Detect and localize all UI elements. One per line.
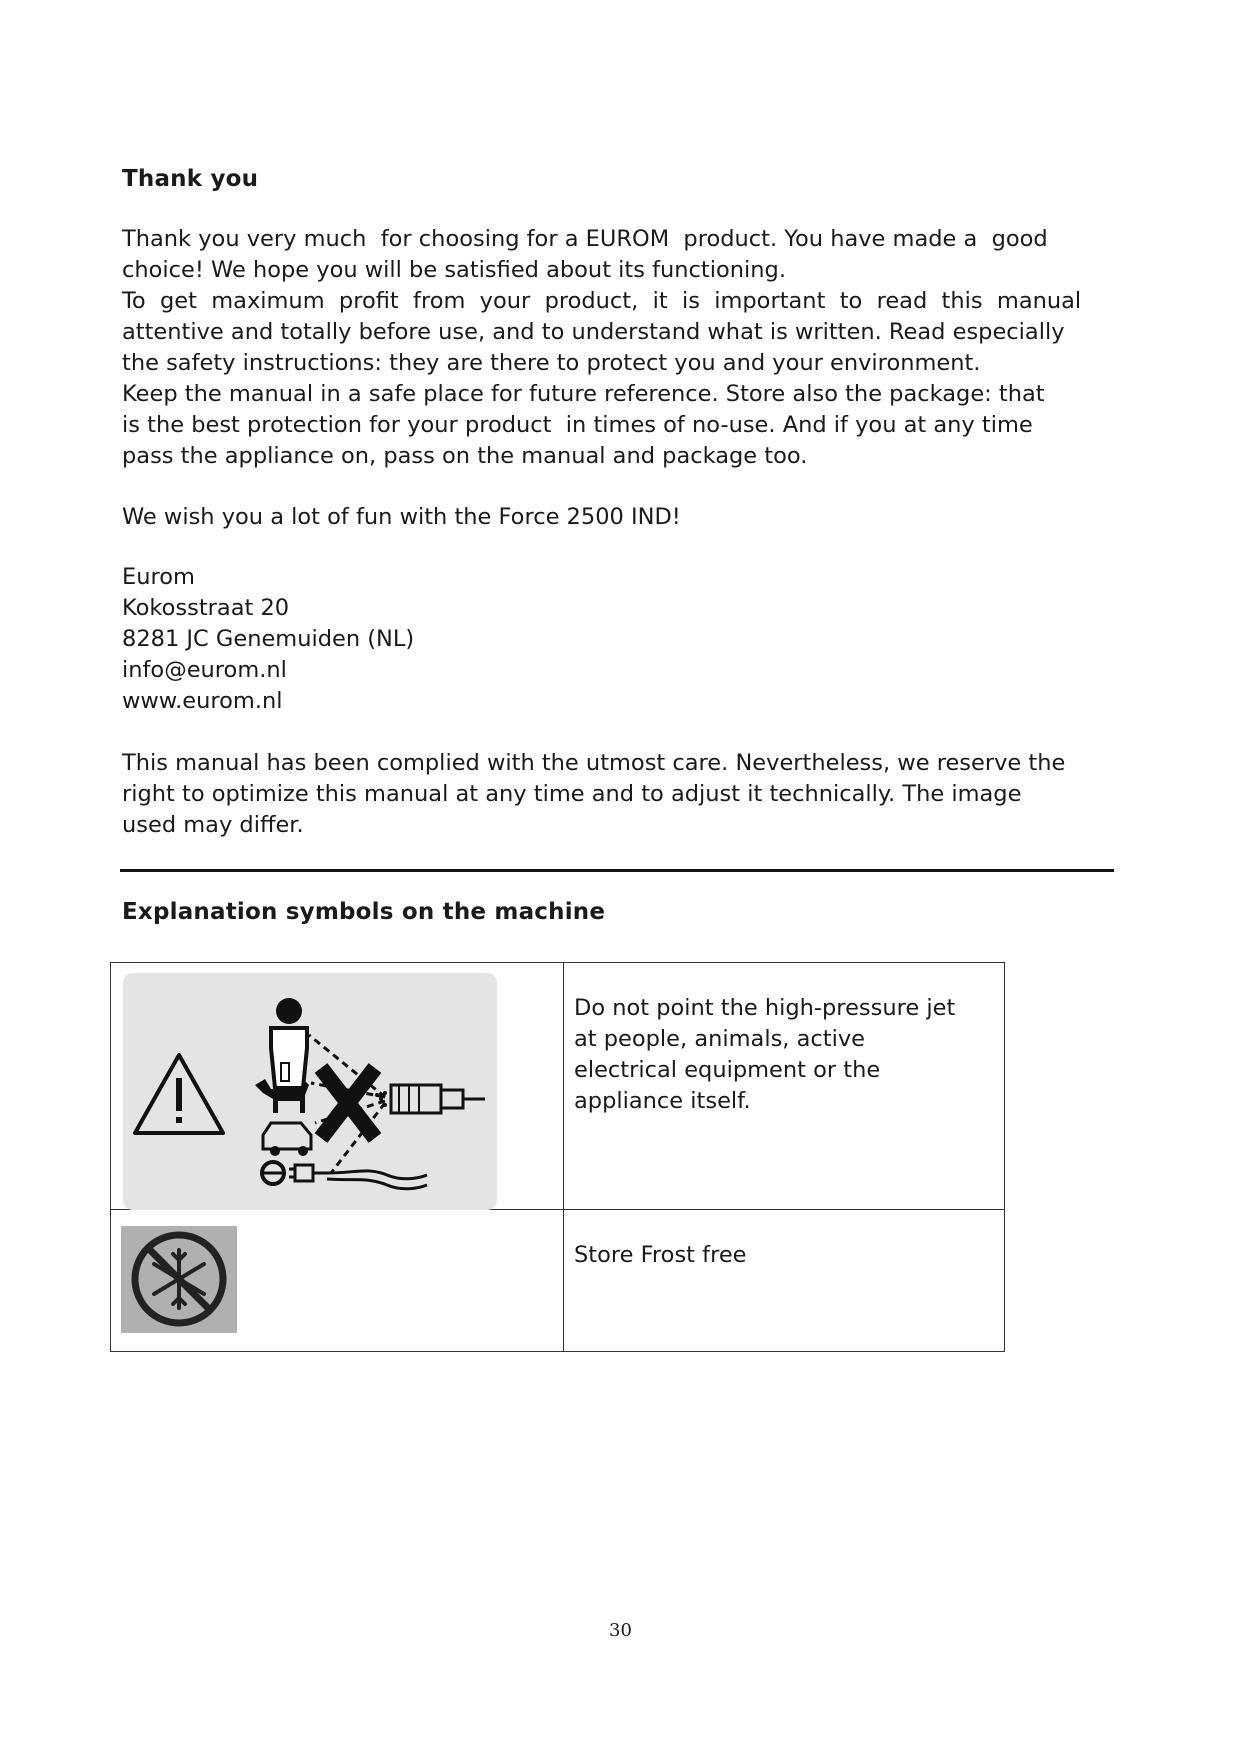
text-line: choice! We hope you will be satisfied about its functioning. [122,257,786,283]
city: 8281 JC Genemuiden (NL) [122,626,415,652]
street: Kokosstraat 20 [122,595,290,621]
disclaimer-paragraph [122,748,1065,841]
text-line: right to optimize this manual at any time and to adjust it technically. The image [122,781,1022,807]
thank-you-heading: Thank you [122,166,259,192]
text-line: To get maximum profit from your product, it is important to read this manual [122,288,1082,314]
page-number: 30 [609,1620,632,1641]
description-line: Store Frost free [574,1242,747,1268]
description-line: Do not point the high-pressure jet [574,995,956,1021]
symbol-cell [111,963,564,1210]
description-line: at people, animals, active [574,1026,866,1052]
description-cell [564,963,1005,1210]
description-line: electrical equipment or the [574,1057,881,1083]
description-cell [564,1210,1005,1352]
table-row [111,963,1005,1210]
section-divider [120,869,1114,872]
text-line: pass the appliance on, pass on the manual and package too. [122,443,808,469]
text-line: the safety instructions: they are there to protect you and your environment. [122,350,981,376]
text-line: Thank you very much for choosing for a EUROM product. You have made a good [122,226,1048,252]
thank-you-paragraph [122,224,1081,472]
table-row [111,1210,1005,1352]
text-line: is the best protection for your product in times of no-use. And if you at any time [122,412,1033,438]
text-line: used may differ. [122,812,304,838]
wish-line [122,502,681,533]
address-block [122,562,414,717]
email-link[interactable]: info@eurom.nl [122,657,287,683]
text-line: Keep the manual in a safe place for future reference. Store also the package: that [122,381,1045,407]
website-link[interactable]: www.eurom.nl [122,688,283,714]
symbols-heading: Explanation symbols on the machine [122,899,606,925]
text-line: This manual has been complied with the utmost care. Nevertheless, we reserve the [122,750,1066,776]
symbols-table [110,962,1005,1352]
no-spray-at-people-warning-icon [123,973,497,1210]
no-frost-icon [121,1226,237,1333]
text-line: attentive and totally before use, and to understand what is written. Read especially [122,319,1065,345]
company-name: Eurom [122,564,195,590]
symbol-cell [111,1210,564,1352]
wish-text: We wish you a lot of fun with the Force 2500 IND! [122,504,681,530]
description-line: appliance itself. [574,1088,751,1114]
